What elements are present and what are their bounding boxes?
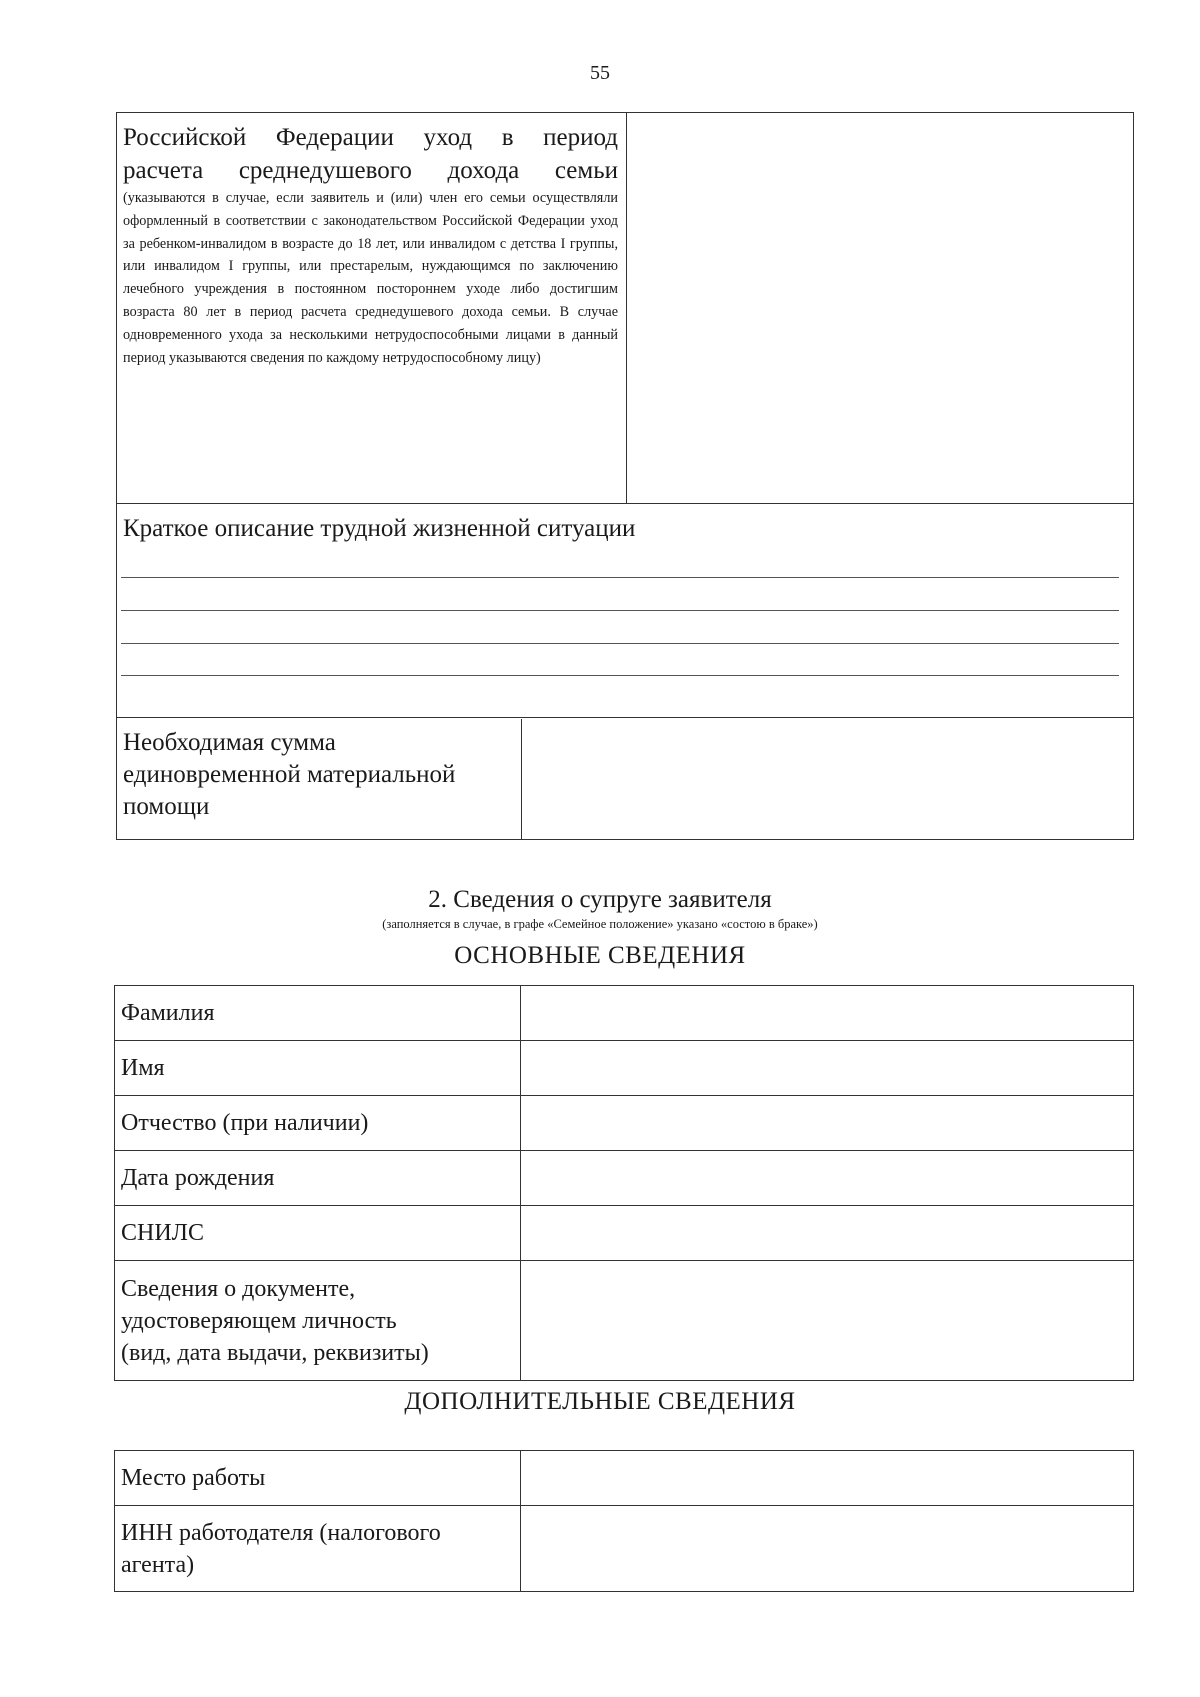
- situation-write-line[interactable]: [121, 610, 1119, 611]
- table-row: [115, 986, 1134, 1041]
- caregiving-title: [123, 121, 618, 187]
- basic-info-heading: ОСНОВНЫЕ СВЕДЕНИЯ: [454, 942, 746, 969]
- caregiving-note: (указываются в случае, если заявитель и (или) член его семьи осуществляли оформленный в соответствии с законодательством Российской Федерации уход за ребенком-инвалидом в возрасте до 18 лет, или инвалидом с детства I группы, или инвалидом I группы, или престарелым, нуждающимся по заключению лечебного учреждения в постоянном постороннем уходе либо достигшим возраста 80 лет в период расчета среднедушевого дохода семьи. В случае одновременного ухода за несколькими нетрудоспособными лицами в данный период указываются сведения по каждому нетрудоспособному лицу): [123, 190, 618, 366]
- caregiving-label-cell: [117, 113, 627, 503]
- situation-write-line[interactable]: [121, 643, 1119, 644]
- caregiving-title-line: расчета среднедушевого дохода семьи: [123, 157, 618, 184]
- table-row: [115, 1206, 1134, 1261]
- sum-label-cell: [117, 719, 522, 839]
- field-label: Фамилия: [121, 1000, 215, 1026]
- sum-label-line: помощи: [123, 793, 210, 820]
- situation-write-line[interactable]: [121, 675, 1119, 676]
- field-label: Место работы: [121, 1465, 266, 1491]
- situation-write-line[interactable]: [121, 577, 1119, 578]
- field-label: Сведения о документе,: [121, 1275, 356, 1302]
- field-label: СНИЛС: [121, 1220, 204, 1246]
- sum-label-line: единовременной материальной: [123, 761, 456, 788]
- field-label: ИНН работодателя (налогового: [121, 1519, 441, 1546]
- row-divider: [117, 717, 1133, 718]
- label-cell: [115, 1451, 521, 1506]
- label-cell: [115, 1096, 521, 1151]
- label-cell: [115, 1151, 521, 1206]
- table-row: [115, 1451, 1134, 1506]
- field-label: Имя: [121, 1055, 165, 1081]
- value-cell[interactable]: [521, 1206, 1134, 1261]
- value-cell[interactable]: [521, 986, 1134, 1041]
- field-label: Отчество (при наличии): [121, 1110, 369, 1136]
- value-cell[interactable]: [521, 1506, 1134, 1592]
- label-cell: [115, 1261, 521, 1381]
- additional-info-table: [114, 1450, 1134, 1592]
- field-label: (вид, дата выдачи, реквизиты): [121, 1339, 429, 1366]
- value-cell[interactable]: [521, 1041, 1134, 1096]
- value-cell[interactable]: [521, 1261, 1134, 1381]
- basic-info-table: [114, 985, 1134, 1381]
- value-cell[interactable]: [521, 1096, 1134, 1151]
- field-label: агента): [121, 1551, 195, 1578]
- sum-label-line: Необходимая сумма: [123, 729, 336, 756]
- table-row: [115, 1261, 1134, 1381]
- situation-label: Краткое описание трудной жизненной ситуации: [123, 515, 636, 542]
- label-cell: [115, 986, 521, 1041]
- table-row: [115, 1151, 1134, 1206]
- label-cell: [115, 1506, 521, 1592]
- table-row: [115, 1041, 1134, 1096]
- additional-info-heading: ДОПОЛНИТЕЛЬНЫЕ СВЕДЕНИЯ: [404, 1388, 796, 1415]
- table-row: [115, 1096, 1134, 1151]
- value-cell[interactable]: [521, 1451, 1134, 1506]
- field-label: Дата рождения: [121, 1165, 275, 1191]
- label-cell: [115, 1206, 521, 1261]
- row-divider: [117, 503, 1133, 504]
- page-number: 55: [590, 62, 610, 84]
- section-note: (заполняется в случае, в графе «Семейное положение» указано «состою в браке»): [382, 917, 818, 931]
- value-cell[interactable]: [521, 1151, 1134, 1206]
- label-cell: [115, 1041, 521, 1096]
- caregiving-table: [116, 112, 1134, 840]
- section-title: 2. Сведения о супруге заявителя: [428, 886, 772, 913]
- table-row: [115, 1506, 1134, 1592]
- field-label: удостоверяющем личность: [121, 1307, 397, 1334]
- caregiving-title-line: Российской Федерации уход в период: [123, 124, 618, 151]
